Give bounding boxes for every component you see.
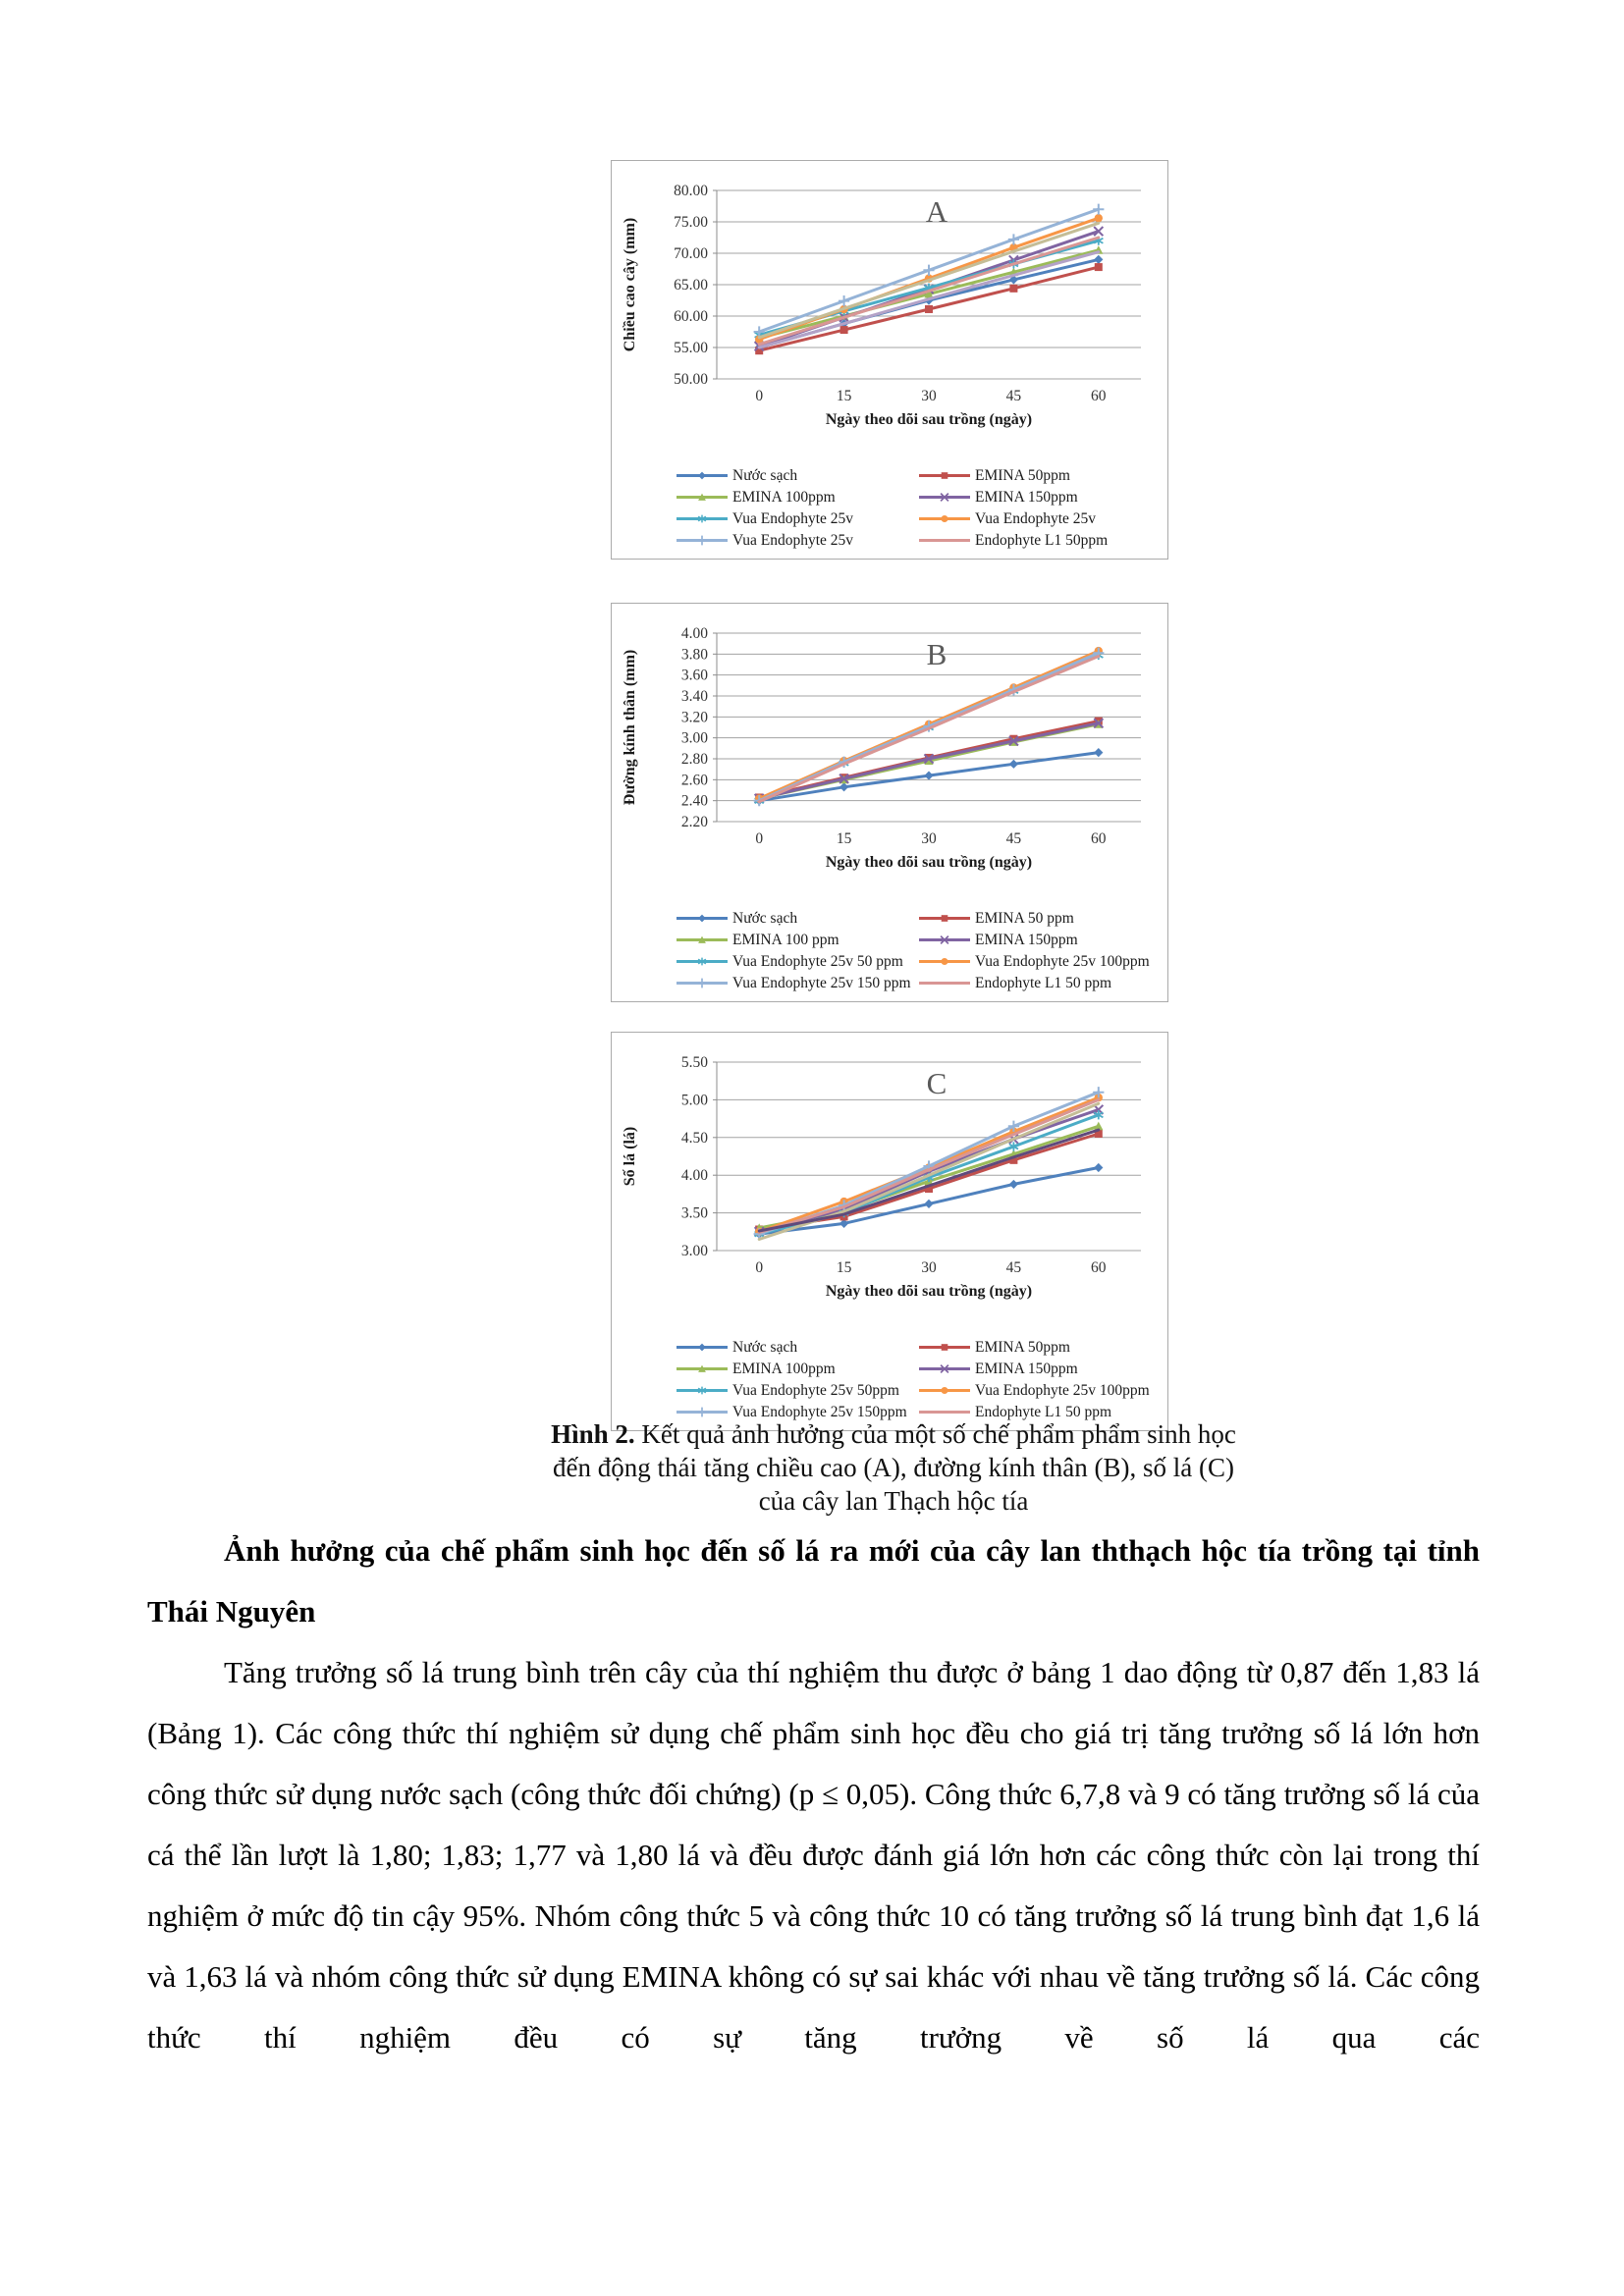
svg-text:75.00: 75.00 [674,214,708,231]
gridlines [681,1054,1141,1259]
legend-item [675,951,917,972]
figure-column [611,160,1168,1431]
legend-swatch [917,934,972,946]
figure-panel-a [611,160,1168,560]
legend-swatch [675,955,730,968]
svg-text:60: 60 [1091,1259,1107,1276]
legend-item [917,908,1160,929]
figure-caption [550,1417,1237,1518]
figure-caption-label: Hình 2. [551,1419,635,1449]
legend-item [917,1380,1160,1401]
legend-label: Vua Endophyte 25v [732,510,854,527]
y-axis-title: Đường kính thân (mm) [622,649,638,806]
y-axis-title: Số lá (lá) [622,1126,638,1187]
svg-text:15: 15 [836,1259,852,1276]
svg-text:0: 0 [755,1259,764,1276]
legend-item [675,465,917,486]
x-axis-title: Ngày theo dõi sau trồng (ngày) [825,411,1033,428]
x-tick-labels [755,830,1106,847]
svg-text:60.00: 60.00 [674,308,708,325]
legend-label: Nước sạch [732,467,798,484]
panel-letter: B [926,637,947,671]
svg-text:45: 45 [1005,830,1022,847]
svg-text:4.00: 4.00 [680,1167,708,1185]
legend-swatch [917,469,972,482]
legend-swatch [917,977,972,989]
legend-item [675,508,917,529]
legend-swatch [917,512,972,525]
svg-text:4.00: 4.00 [680,625,708,642]
legend-swatch [917,1341,972,1354]
legend-label: EMINA 100ppm [732,1361,836,1377]
chart-a-legend [612,459,1167,555]
legend-swatch [917,1362,972,1375]
legend-swatch [675,977,730,989]
svg-text:45: 45 [1005,1259,1022,1276]
legend-swatch [917,491,972,504]
legend-label: Endophyte L1 50ppm [975,532,1109,549]
legend-item [675,930,917,950]
legend-swatch [675,1341,730,1354]
chart-c-legend [612,1331,1167,1426]
section-heading: Ảnh hưởng của chế phẩm sinh học đến số lá ra mới của cây lan ththạch hộc tía trồng tại tỉnh Thái Nguyên [147,1533,1480,1629]
series-vua-endophyte-25v-150ppm [754,1087,1105,1240]
svg-text:3.20: 3.20 [680,709,708,726]
svg-text:2.20: 2.20 [680,814,708,830]
legend-item [917,530,1160,551]
svg-text:60: 60 [1091,388,1107,404]
legend-item [675,1380,917,1401]
legend-label: EMINA 50ppm [975,467,1070,484]
legend-label: Vua Endophyte 25v 150ppm [732,1404,907,1420]
legend-swatch [917,912,972,925]
body-text [147,1521,1480,2068]
legend-swatch [675,491,730,504]
legend-label: EMINA 150ppm [975,932,1078,948]
svg-text:5.00: 5.00 [680,1092,708,1109]
svg-text:5.50: 5.50 [680,1054,708,1071]
figure-panel-b [611,603,1168,1002]
legend-item [917,1337,1160,1358]
svg-text:3.40: 3.40 [680,688,708,705]
x-axis-title: Ngày theo dõi sau trồng (ngày) [825,1283,1033,1300]
legend-swatch [675,469,730,482]
figure-caption-text: Kết quả ảnh hưởng của một số chế phẩm phẩm sinh học đến động thái tăng chiều cao (A), đường kính thân (B), số lá (C) của cây lan Thạch hộc tía [553,1419,1236,1516]
legend-label: Nước sạch [732,1339,798,1356]
svg-text:70.00: 70.00 [674,245,708,262]
legend-swatch [917,534,972,547]
legend-label: EMINA 100ppm [732,489,836,506]
legend-item [917,951,1160,972]
legend-item [917,487,1160,507]
panel-letter: A [925,194,948,229]
legend-label: Vua Endophyte 25v 100ppm [975,953,1150,970]
y-axis-title: Chiều cao cây (mm) [622,217,638,352]
svg-text:3.50: 3.50 [680,1204,708,1222]
svg-text:50.00: 50.00 [674,371,708,388]
legend-item [675,487,917,507]
legend-label: EMINA 50ppm [975,1339,1070,1356]
legend-label: EMINA 100 ppm [732,932,839,948]
svg-text:2.40: 2.40 [680,792,708,810]
legend-label: EMINA 50 ppm [975,910,1074,927]
svg-text:3.60: 3.60 [680,667,708,684]
svg-text:80.00: 80.00 [674,183,708,199]
legend-item [917,508,1160,529]
figure-panel-c [611,1032,1168,1431]
svg-text:45: 45 [1005,388,1022,404]
legend-item [675,908,917,929]
svg-text:15: 15 [836,388,852,404]
legend-swatch [675,534,730,547]
legend-item [917,1359,1160,1379]
legend-item [675,1359,917,1379]
legend-item [675,973,917,993]
legend-swatch [675,912,730,925]
legend-item [917,930,1160,950]
legend-label: EMINA 150ppm [975,1361,1078,1377]
series-emina-100ppm [755,245,1104,342]
x-tick-labels [755,1259,1106,1276]
svg-text:3.80: 3.80 [680,646,708,664]
svg-text:0: 0 [755,388,764,404]
svg-text:0: 0 [755,830,764,847]
legend-item [675,530,917,551]
x-tick-labels [755,388,1106,404]
legend-label: Vua Endophyte 25v 150 ppm [732,975,911,991]
legend-label: Vua Endophyte 25v [975,510,1097,527]
legend-item [675,1337,917,1358]
legend-item [917,973,1160,993]
legend-label: Vua Endophyte 25v [732,532,854,549]
svg-text:4.50: 4.50 [680,1129,708,1147]
legend-label: Endophyte L1 50 ppm [975,1404,1112,1420]
legend-label: Vua Endophyte 25v 50ppm [732,1382,899,1399]
x-axis-title: Ngày theo dõi sau trồng (ngày) [825,854,1033,871]
body-paragraph: Tăng trưởng số lá trung bình trên cây của thí nghiệm thu được ở bảng 1 dao động từ 0,87 đến 1,83 lá (Bảng 1). Các công thức thí nghiệm sử dụng chế phẩm sinh học đều cho giá trị tăng trưởng số lá lớn hơn công thức sử dụng nước sạch (công thức đối chứng) (p ≤ 0,05). Công thức 6,7,8 và 9 có tăng trưởng số lá của cá thể lần lượt là 1,80; 1,83; 1,77 và 1,80 lá và đều được đánh giá lớn hơn các công thức còn lại trong thí nghiệm ở mức độ tin cậy 95%. Nhóm công thức 5 và công thức 10 có tăng trưởng số lá trung bình đạt 1,6 lá và 1,63 lá và nhóm công thức sử dụng EMINA không có sự sai khác với nhau về tăng trưởng số lá. Các công thức thí nghiệm đều có sự tăng trưởng về số lá qua các [147,1655,1480,2055]
legend-swatch [917,1384,972,1397]
svg-text:30: 30 [921,1259,937,1276]
svg-text:55.00: 55.00 [674,340,708,356]
legend-label: EMINA 150ppm [975,489,1078,506]
legend-swatch [917,955,972,968]
legend-label: Endophyte L1 50 ppm [975,975,1112,991]
panel-letter: C [926,1066,947,1100]
legend-label: Nước sạch [732,910,798,927]
svg-text:65.00: 65.00 [674,277,708,294]
legend-item [917,465,1160,486]
legend-label: Vua Endophyte 25v 50 ppm [732,953,903,970]
svg-text:3.00: 3.00 [680,729,708,747]
svg-text:30: 30 [921,830,937,847]
chart-b-legend [612,902,1167,997]
svg-text:15: 15 [836,830,852,847]
svg-text:3.00: 3.00 [680,1243,708,1259]
legend-swatch [675,512,730,525]
legend-label: Vua Endophyte 25v 100ppm [975,1382,1150,1399]
legend-swatch [675,934,730,946]
chart-c-canvas [613,1044,1166,1331]
svg-text:2.60: 2.60 [680,772,708,789]
svg-text:60: 60 [1091,830,1107,847]
legend-swatch [675,1384,730,1397]
svg-text:2.80: 2.80 [680,751,708,768]
legend-swatch [675,1362,730,1375]
chart-b-canvas [613,615,1166,902]
chart-a-canvas [613,173,1166,459]
svg-text:30: 30 [921,388,937,404]
